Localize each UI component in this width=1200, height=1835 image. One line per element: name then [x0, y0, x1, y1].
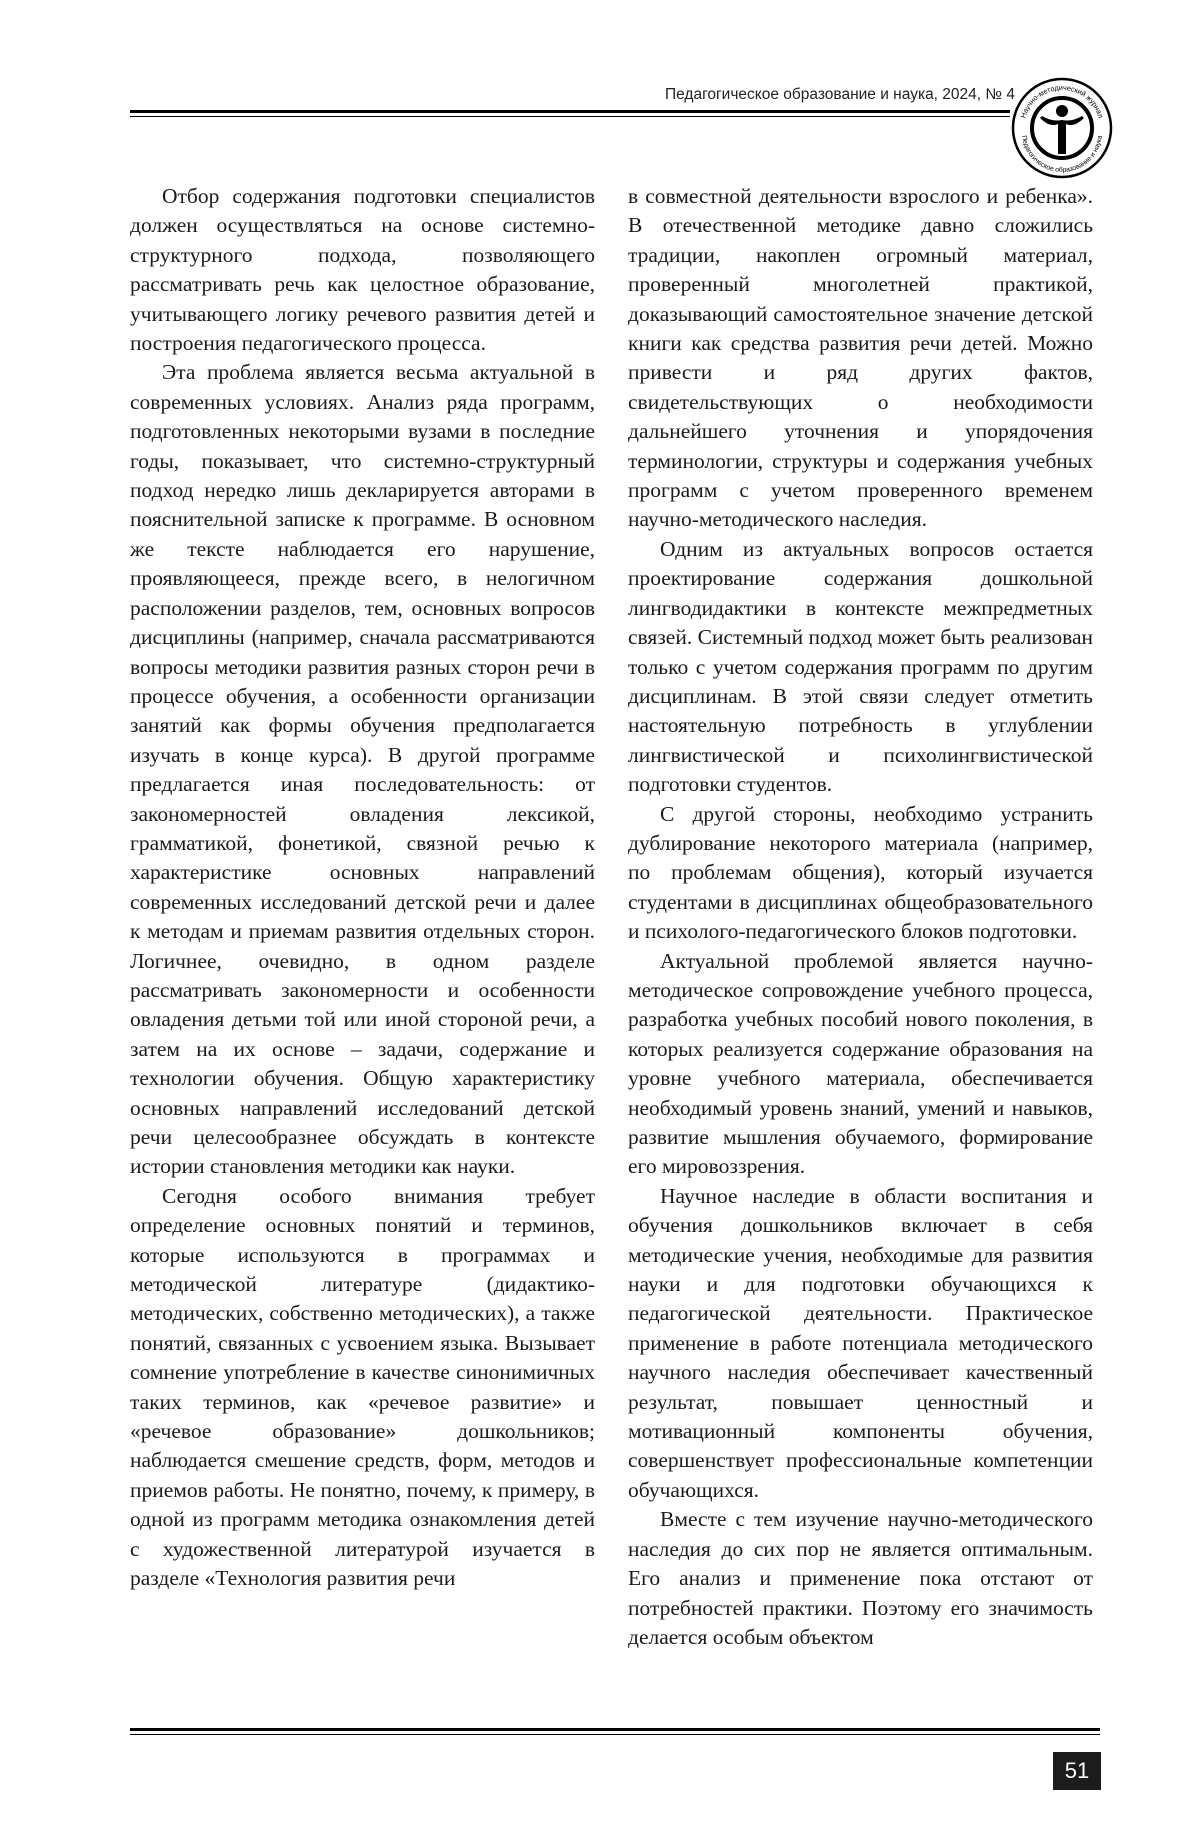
- journal-logo: [1010, 76, 1114, 180]
- paragraph: Вместе с тем изучение научно-методического наследия до сих пор не является оптимальным. Его анализ и применение пока отстают от потребностей практики. Поэтому его значимость делается особым объектом: [628, 1507, 1093, 1649]
- paragraph: Одним из актуальных вопросов остается проектирование содержания дошкольной лингводидактики в контексте межпредметных связей. Системный подход может быть реализован только с учетом содержания программ по другим дисциплинам. В этой связи следует отметить настоятельную потребность в углублении лингвистической и психолингвистической подготовки студентов.: [628, 536, 1093, 797]
- paragraph-continued: в совместной деятельности взрослого и ребенка». В отечественной методике давно сложились традиции, накоплен огромный материал, проверенный многолетней практикой, доказывающий самостоятельное значение детской книги как средства развития речи детей. Можно привести и ряд других фактов, свидетельствующих о необходимости дальнейшего уточнения и упорядочения терминологии, структуры и содержания учебных программ с учетом проверенного временем научно-методического наследия.: [628, 184, 1093, 532]
- right-column: [628, 182, 1093, 1652]
- footer-rule-thin: [130, 1734, 1100, 1735]
- logo-text-bottom: Педагогическое образование и наука: [1020, 134, 1104, 175]
- paragraph: Сегодня особого внимания требует определение основных понятий и терминов, которые используются в программах и методической литературе (дидактико-методических, собственно методических), а также понятий, связанных с усвоением языка. Вызывает сомнение употребление в качестве синонимичных таких терминов, как «речевое развитие» и «речевое образование» дошкольников; наблюдается смешение средств, форм, методов и приемов работы. Не понятно, почему, к примеру, в одной из программ методика ознакомления детей с художественной литературой изучается в разделе «Технология развития речи: [130, 1183, 595, 1591]
- footer-rule-thick: [130, 1728, 1100, 1731]
- paragraph: Отбор содержания подготовки специалистов должен осуществляться на основе системно-структурного подхода, позволяющего рассматривать речь как целостное образование, учитывающего логику речевого развития детей и построения педагогического процесса.: [130, 184, 595, 356]
- left-column: [130, 182, 595, 1594]
- paragraph: Эта проблема является весьма актуальной в современных условиях. Анализ ряда программ, подготовленных некоторыми вузами в последние годы, показывает, что системно-структурный подход нередко лишь декларируется авторами в пояснительной записке к программе. В основном же тексте наблюдается его нарушение, проявляющееся, прежде всего, в нелогичном расположении разделов, тем, основных вопросов дисциплины (например, сначала рассматриваются вопросы методики развития разных сторон речи в процессе обучения, а особенности организации занятий как формы обучения предполагается изучать в конце курса). В другой программе предлагается иная последовательность: от закономерностей овладения лексикой, грамматикой, фонетикой, связной речью к характеристике основных направлений современных исследований детской речи и далее к методам и приемам развития отдельных сторон. Логичнее, очевидно, в одном разделе рассматривать закономерности и особенности овладения детьми той или иной стороной речи, а затем на их основе – задачи, содержание и технологии обучения. Общую характеристику основных направлений исследований детской речи целесообразнее обсуждать в контексте истории становления методики как науки.: [130, 360, 595, 1179]
- paragraph: С другой стороны, необходимо устранить дублирование некоторого материала (например, по проблемам общения), который изучается студентами в дисциплинах общеобразовательного и психолого-педагогического блоков подготовки.: [628, 801, 1093, 944]
- logo-text-top: Научно-методический журнал: [1018, 82, 1106, 120]
- page-number: 51: [1053, 1752, 1101, 1790]
- paragraph: Научное наследие в области воспитания и обучения дошкольников включает в себя методические учения, необходимые для развития науки и для подготовки обучающихся к педагогической деятельности. Практическое применение в работе потенциала методического научного наследия обеспечивает качественный результат, повышает ценностный и мотивационный компоненты обучения, совершенствует профессиональные компетенции обучающихся.: [628, 1183, 1093, 1502]
- header-rule-thick: [130, 110, 1010, 113]
- running-head: Педагогическое образование и наука, 2024, № 4: [665, 86, 1015, 103]
- header-rule-thin: [130, 116, 1010, 117]
- paragraph: Актуальной проблемой является научно-методическое сопровождение учебного процесса, разработка учебных пособий нового поколения, в которых реализуется содержание образования на уровне учебного материала, обеспечивается необходимый уровень знаний, умений и навыков, развитие мышления обучаемого, формирование его мировоззрения.: [628, 948, 1093, 1179]
